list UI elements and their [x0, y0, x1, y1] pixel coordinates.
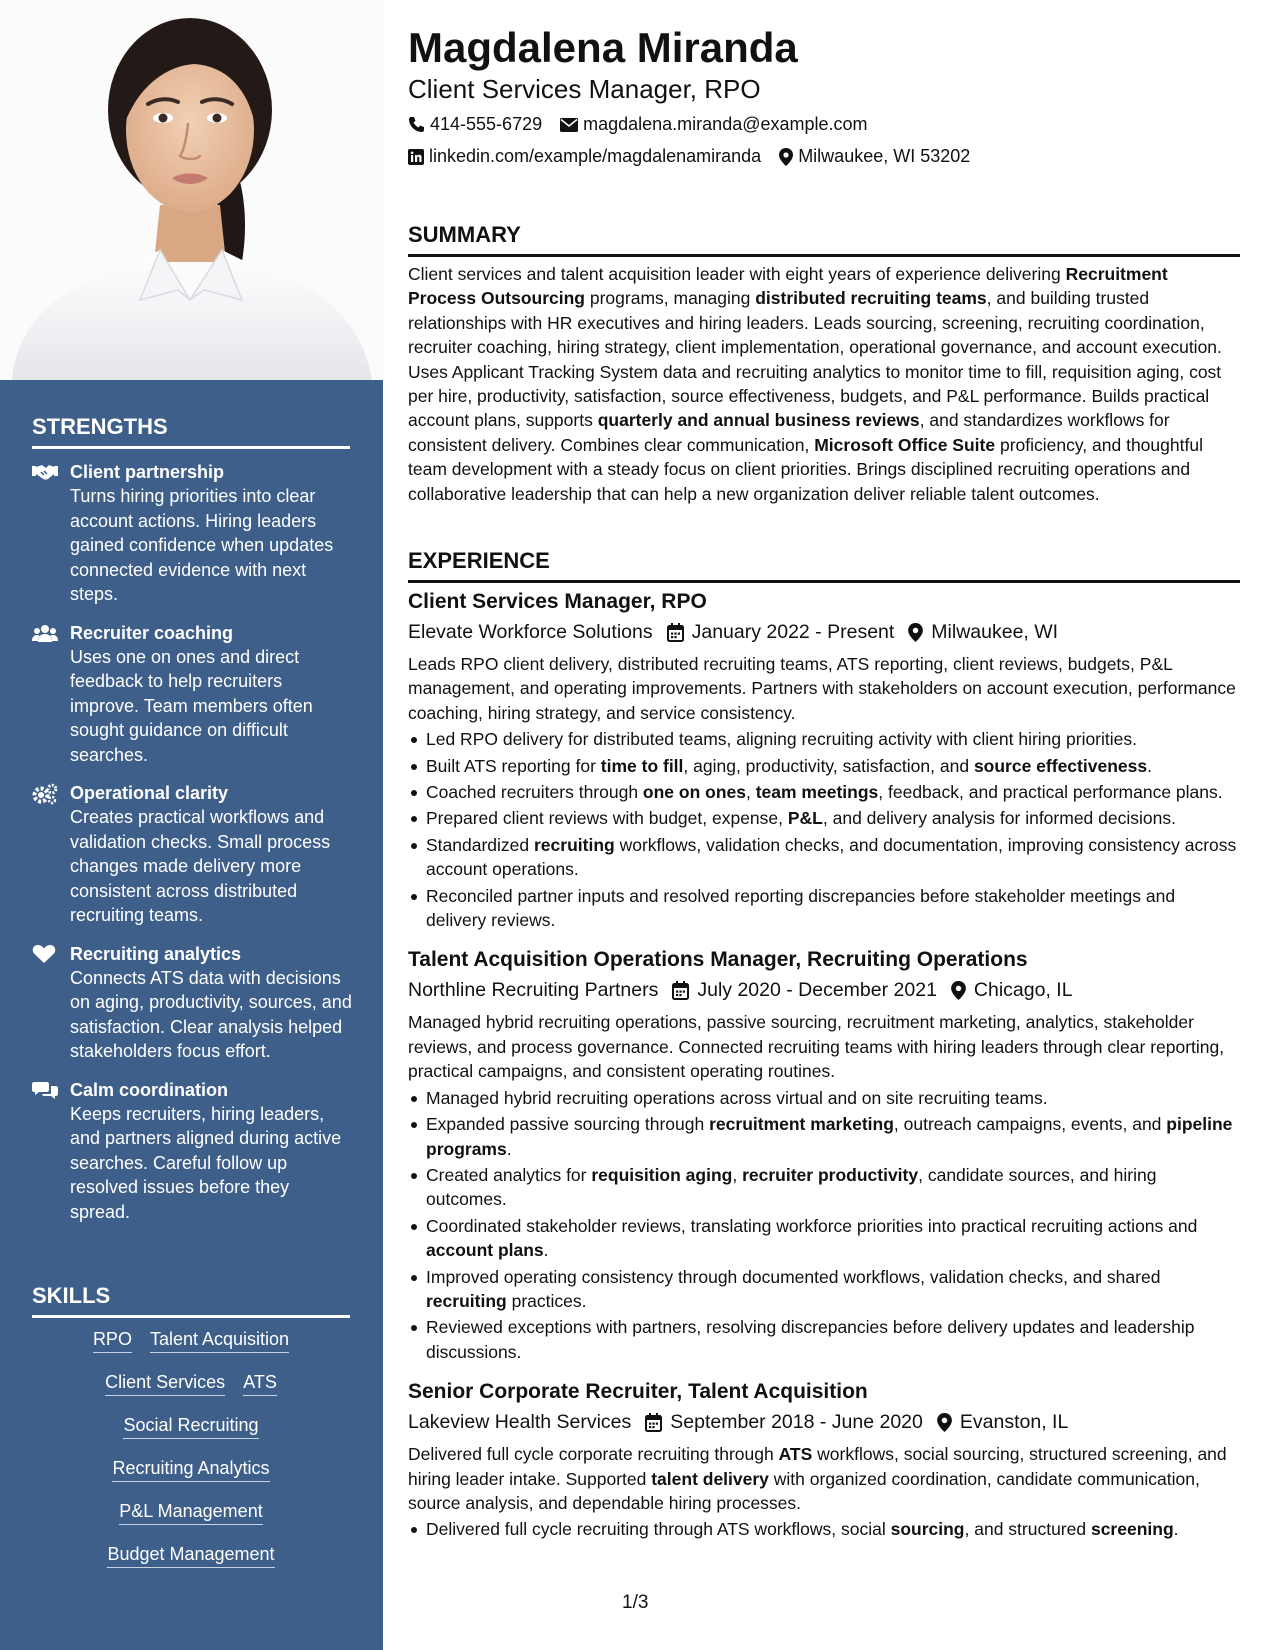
bold-text: account plans: [426, 1240, 544, 1261]
bold-text: source effectiveness: [973, 755, 1148, 776]
skill-tag: Recruiting Analytics: [112, 1457, 269, 1482]
job-meta: [408, 1408, 1240, 1436]
heart-icon: [32, 942, 70, 968]
job-bullet: Prepared client reviews with budget, expense, P&L, and delivery analysis for informed decisions.: [408, 806, 1240, 830]
job-company: Lakeview Health Services: [408, 1411, 632, 1434]
job-description: Delivered full cycle corporate recruiting through ATS workflows, social sourcing, structured screening, and hiring leader intake. Supported talent delivery with organized coordination, candidate communication, source analysis, and dependable hiring processes.: [408, 1444, 1227, 1513]
contact-row: [408, 114, 886, 135]
bold-text: sourcing: [890, 1519, 965, 1540]
map-marker-icon: [779, 148, 793, 166]
job-bullet: Created analytics for requisition aging, recruiter productivity, candidate sources, and hiring outcomes.: [408, 1163, 1240, 1212]
job-bullet-list: [408, 1517, 1240, 1541]
contact-row: [408, 146, 988, 167]
skill-row: [32, 1371, 350, 1396]
strength-name: Operational clarity: [70, 783, 229, 803]
strength-description: Connects ATS data with decisions on aging, productivity, sources, and satisfaction. Clear analysis helped stakeholders focus effort.: [70, 967, 352, 1061]
strength-item: [32, 942, 352, 1064]
bold-text: Recruitment Process Outsourcing: [408, 264, 1168, 309]
job-bullet: Expanded passive sourcing through recruitment marketing, outreach campaigns, events, and pipeline programs.: [408, 1112, 1240, 1161]
phone-text: 414-555-6729: [430, 114, 543, 134]
phone-icon: [408, 116, 425, 133]
bold-text: time to fill: [600, 755, 684, 776]
bold-text: screening: [1090, 1519, 1174, 1540]
job-entry: [408, 588, 1240, 932]
comments-icon: [32, 1078, 70, 1104]
location-contact: [779, 146, 970, 167]
job-location-text: Evanston, IL: [959, 1411, 1069, 1434]
strength-name: Client partnership: [70, 462, 225, 482]
bold-text: recruiter productivity: [742, 1164, 919, 1185]
strength-description: Uses one on ones and direct feedback to help recruiters improve. Team members often sought guidance on difficult searches.: [70, 646, 313, 765]
job-bullet: Delivered full cycle recruiting through ATS workflows, social sourcing, and structured screening.: [408, 1517, 1240, 1541]
location-text: Milwaukee, WI 53202: [798, 146, 971, 166]
skill-tag: Client Services: [105, 1371, 225, 1396]
strengths-heading: STRENGTHS: [32, 414, 350, 449]
job-location-text: Milwaukee, WI: [931, 621, 1059, 643]
job-location: [937, 1408, 1068, 1436]
bold-text: P&L: [787, 808, 823, 829]
job-location: [908, 618, 1058, 646]
strength-name: Recruiting analytics: [70, 943, 242, 964]
summary-text: Client services and talent acquisition leader with eight years of experience delivering Recruitment Process Outsourcing programs, managing distributed recruiting teams, and building trusted relationships with HR executives and hiring leaders. Leads sourcing, screening, recruiting coordination, recruiter coaching, hiring strategy, client implementation, operational governance, and account execution. Uses Applicant Tracking System data and recruiting analytics to monitor time to fill, requisition aging, cost per hire, productivity, satisfaction, source effectiveness, budgets, and P&L performance. Builds practical account plans, supports quarterly and annual business reviews, and standardizes workflows for consistent delivery. Combines clear communication, Microsoft Office Suite proficiency, and thoughtful team development with a steady focus on client priorities. Brings disciplined recruiting operations and collaborative leadership that can help a new organization deliver reliable talent outcomes.: [408, 264, 1222, 504]
strength-name: Calm coordination: [70, 1079, 229, 1100]
job-company: Northline Recruiting Partners: [408, 979, 659, 1002]
skill-tag: RPO: [93, 1328, 132, 1353]
strength-description: Turns hiring priorities into clear account actions. Hiring leaders gained confidence when updates connected evidence with next steps.: [70, 486, 334, 604]
job-bullet: Reviewed exceptions with partners, resolving discrepancies before delivery updates and leadership discussions.: [408, 1315, 1240, 1364]
bold-text: distributed recruiting teams: [755, 288, 987, 309]
job-description: Leads RPO client delivery, distributed recruiting teams, ATS reporting, client reviews, budgets, P&L management, and operating improvements. Partners with stakeholders on account execution, performance coaching, hiring strategy, and service consistency.: [408, 654, 1236, 723]
calendar-icon: [645, 1413, 662, 1432]
job-bullet: Built ATS reporting for time to fill, aging, productivity, satisfaction, and source effectiveness.: [408, 754, 1240, 778]
job-meta: [408, 976, 1240, 1004]
job-bullet: Coached recruiters through one on ones, team meetings, feedback, and practical performance plans.: [408, 780, 1240, 804]
job-location-text: Chicago, IL: [973, 979, 1073, 1002]
bold-text: ATS: [778, 1444, 813, 1465]
bold-text: requisition aging: [591, 1164, 733, 1185]
skills-heading: SKILLS: [32, 1283, 350, 1318]
job-dates-text: July 2020 - December 2021: [697, 979, 937, 1002]
map-marker-icon: [908, 623, 923, 642]
skill-tag: Budget Management: [107, 1543, 274, 1568]
map-marker-icon: [951, 981, 966, 1000]
map-marker-icon: [937, 1413, 952, 1432]
job-dates-text: September 2018 - June 2020: [670, 1411, 923, 1434]
portrait-image: [0, 0, 383, 380]
calendar-icon: [672, 981, 689, 1000]
strength-item: [32, 1078, 352, 1225]
linkedin-text: linkedin.com/example/magdalenamiranda: [429, 146, 762, 166]
strength-description: Creates practical workflows and validation checks. Small process changes made delivery more consistent across distributed recruiting teams.: [70, 807, 331, 925]
job-dates-text: January 2022 - Present: [691, 621, 895, 643]
bold-text: quarterly and annual business reviews: [597, 410, 920, 431]
skill-row: [32, 1414, 350, 1439]
skill-tag: P&L Management: [119, 1500, 262, 1525]
skill-row: [32, 1328, 350, 1353]
skill-tag: Talent Acquisition: [150, 1328, 289, 1353]
strength-item: [32, 621, 352, 768]
job-company: Elevate Workforce Solutions: [408, 621, 653, 643]
job-bullet: Improved operating consistency through documented workflows, validation checks, and shared recruiting practices.: [408, 1265, 1240, 1314]
bold-text: recruiting: [426, 1290, 507, 1311]
job-bullet: Managed hybrid recruiting operations across virtual and on site recruiting teams.: [408, 1086, 1240, 1110]
job-bullet: Reconciled partner inputs and resolved reporting discrepancies before stakeholder meetings and delivery reviews.: [408, 884, 1240, 933]
job-entry: [408, 946, 1240, 1364]
job-bullet-list: [408, 727, 1240, 932]
skill-row: [32, 1543, 350, 1568]
users-icon: [32, 621, 70, 647]
email-text: magdalena.miranda@example.com: [583, 114, 868, 134]
candidate-role: Client Services Manager, RPO: [408, 74, 761, 104]
bold-text: team meetings: [755, 782, 879, 803]
gears-icon: [32, 781, 70, 809]
handshake-icon: [32, 460, 70, 486]
calendar-icon: [667, 623, 684, 642]
skill-tag: ATS: [243, 1371, 277, 1396]
envelope-icon: [560, 118, 578, 132]
skill-tag: Social Recruiting: [123, 1414, 258, 1439]
experience-list: [408, 588, 1240, 1556]
linkedin-icon: [408, 149, 424, 165]
experience-heading: EXPERIENCE: [408, 548, 1240, 583]
sidebar: [0, 0, 383, 1650]
profile-photo: [0, 0, 383, 380]
email-contact[interactable]: [560, 114, 867, 135]
job-bullet: Led RPO delivery for distributed teams, aligning recruiting activity with client hiring priorities.: [408, 727, 1240, 751]
skills-list: [32, 1328, 350, 1586]
job-bullet: Standardized recruiting workflows, validation checks, and documentation, improving consistency across account operations.: [408, 833, 1240, 882]
job-bullet: Coordinated stakeholder reviews, translating workforce priorities into practical recruiting actions and account plans.: [408, 1214, 1240, 1263]
bold-text: talent delivery: [651, 1468, 769, 1489]
job-dates: [645, 1408, 923, 1436]
summary-heading: SUMMARY: [408, 222, 1240, 257]
bold-text: Microsoft Office Suite: [814, 434, 996, 455]
strength-item: [32, 460, 352, 607]
strength-description: Keeps recruiters, hiring leaders, and partners aligned during active searches. Careful follow up resolved issues before they spread.: [70, 1103, 342, 1222]
job-location: [951, 976, 1073, 1004]
bold-text: recruitment marketing: [709, 1114, 894, 1135]
strength-name: Recruiter coaching: [70, 622, 234, 643]
job-title: Client Services Manager, RPO: [408, 590, 707, 613]
bold-text: pipeline programs: [426, 1114, 1233, 1159]
phone-contact[interactable]: [408, 114, 542, 135]
job-title: Talent Acquisition Operations Manager, Recruiting Operations: [408, 948, 1028, 972]
strengths-list: [32, 460, 352, 1238]
candidate-name: Magdalena Miranda: [408, 24, 798, 71]
job-meta: [408, 618, 1240, 646]
skill-row: [32, 1457, 350, 1482]
job-dates: [672, 976, 937, 1004]
job-description: Managed hybrid recruiting operations, passive sourcing, recruitment marketing, analytics, stakeholder reviews, and process governance. Connected recruiting teams with hiring leaders through clear reporting, practical campaigns, and consistent operating routines.: [408, 1012, 1225, 1082]
page-number: 1/3: [622, 1592, 649, 1613]
job-entry: [408, 1378, 1240, 1542]
job-title: Senior Corporate Recruiter, Talent Acquisition: [408, 1380, 868, 1404]
bold-text: one on ones: [642, 782, 746, 803]
linkedin-contact[interactable]: [408, 146, 761, 167]
skill-row: [32, 1500, 350, 1525]
strength-item: [32, 781, 352, 928]
job-bullet-list: [408, 1086, 1240, 1364]
job-dates: [667, 618, 895, 646]
bold-text: recruiting: [534, 834, 615, 855]
